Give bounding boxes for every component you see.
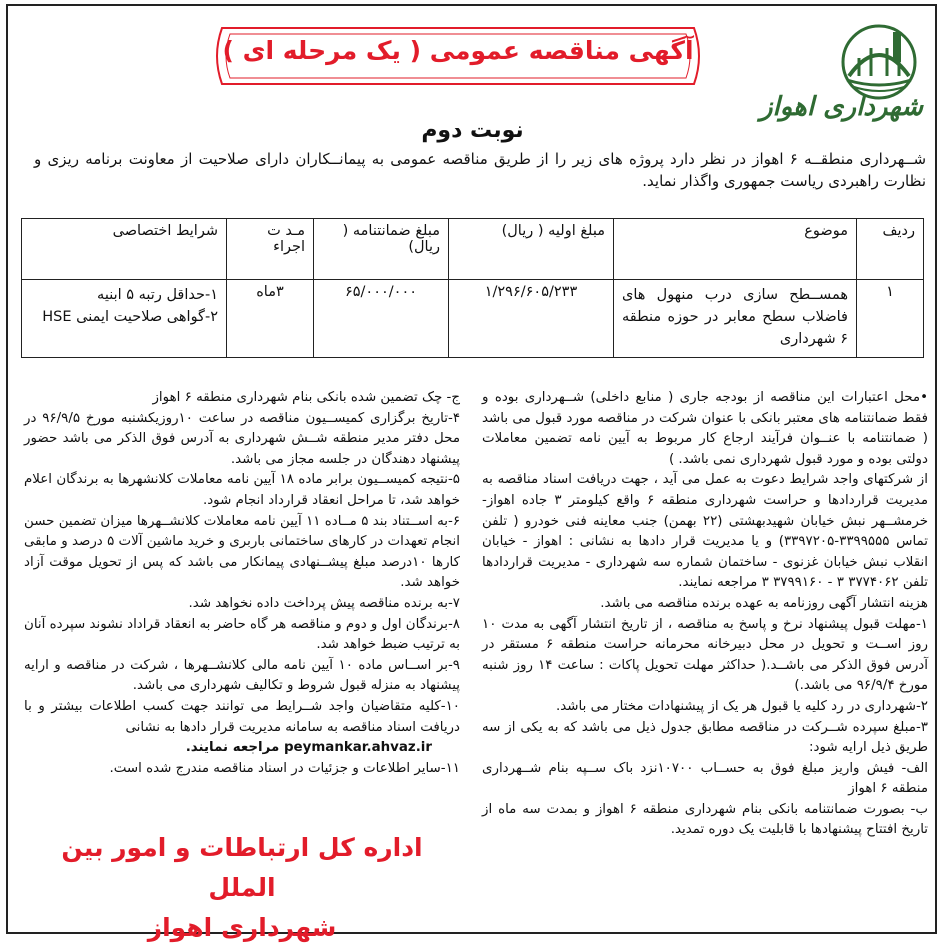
- condition-2: ۲-گواهی صلاحیت ایمنی HSE: [42, 309, 218, 325]
- paragraph: ۱۱-سایر اطلاعات و جزئیات در اسناد مناقصه مندرج شده است.: [109, 760, 460, 776]
- header-subject: موضوع: [614, 219, 857, 280]
- paragraph: الف- فیش واریز مبلغ فوق به حســاب ۱۰۷۰۰نزد باک ســپه بنام شــهرداری منطقه ۶ اهواز: [482, 760, 928, 797]
- paragraph: ۶-به اســتناد بند ۵ مــاده ۱۱ آیین نامه معاملات کلانشــهرها میزان تضمین حسن انجام تعهدات در کارهای ساختمانی باربری و خرید ماشین آلات ۵ درصد و مابقی کارها ۱۰درصد مبلغ پیشــنهادی پیمانکار می باشد که پس از تحویل موقت آزاد خواهد شد.: [24, 513, 461, 591]
- cell-row-no: ۱: [857, 280, 924, 358]
- table-header-row: [22, 219, 924, 280]
- paragraph: از شرکتهای واجد شرایط دعوت به عمل می آید ، جهت دریافت اسناد مناقصه به مدیریت قراردادها و حراست شهرداری منطقه ۶ واقع کیلومتر ۳ جاده اهواز- خرمشــهر نبش خیابان شهیدبهشتی (۲۲ بهمن) جنب معاینه فنی خودرو ( تلفن تماس ۳۳۹۹۵۵۵-۳۳۹۷۲۰۵) و یا مدیریت قرار دادها به نشانی : اهواز - خیابان انقلاب نبش خیابان غزنوی - ساختمان شماره سه شهرداری - مدیریت قراردادها تلفن ۳۷۷۴۰۶۲ ۳ - ۳۷۹۹۱۶۰ ۳ مراجعه نمایند.: [482, 472, 929, 591]
- header-conditions: شرایط اختصاصی: [22, 219, 227, 280]
- logo-text: شهرداری اهواز: [759, 92, 923, 122]
- cell-subject: همســطح سازی درب منهول های فاضلاب سطح معابر در حوزه منطقه ۶ شهرداری: [614, 280, 857, 358]
- cell-guarantee: ۶۵/۰۰۰/۰۰۰: [314, 280, 449, 358]
- condition-1: ۱-حداقل رتبه ۵ ابنیه: [97, 287, 218, 303]
- paragraph: ۵-نتیجه کمیســیون برابر ماده ۱۸ آیین نامه معاملات کلانشهرها به برندگان اعلام خواهد شد، تا مراحل انعقاد قرارداد انجام شود.: [24, 472, 460, 508]
- paragraph: ۳-مبلغ سپرده شــرکت در مناقصه مطابق جدول ذیل می باشد که به یکی از سه طریق ذیل ارایه شود:: [482, 719, 928, 756]
- paragraph: هزینه انتشار آگهی روزنامه به عهده برنده مناقصه می باشد.: [600, 595, 928, 611]
- round-title: نوبت دوم: [421, 118, 524, 143]
- paragraph: ۷-به برنده مناقصه پیش پرداخت داده نخواهد شد.: [188, 595, 460, 611]
- paragraph: ب- بصورت ضمانتنامه بانکی بنام شهرداری منطقه ۶ اهواز و بمدت سه ماه از تاریخ افتتاح پیشنهادها با قابلیت یک دوره تمدید.: [482, 801, 928, 838]
- table-row: [22, 280, 924, 358]
- paragraph: ۱۰-کلیه متقاضیان واجد شــرایط می توانند جهت کسب اطلاعات بیشتر و با دریافت اسناد مناقصه به سامانه مدیریت قرار دادها به نشانی: [24, 698, 460, 735]
- header-initial-amount: مبلغ اولیه ( ریال): [449, 219, 614, 280]
- right-column: [482, 388, 928, 841]
- paragraph: •محل اعتبارات این مناقصه از بودجه جاری ( منابع داخلی) شــهرداری بوده و فقط ضمانتنامه های معتبر بانکی با عنوان شرکت در مناقصه مورد قبول می باشد ( ضمانتنامه با عنــوان فرآیند ارجاع کار مربوط به آیین نامه تضمین معاملات دولتی بوده و مورد قبول شهرداری نمی باشد. ): [482, 390, 928, 467]
- paragraph: ۲-شهرداری در رد کلیه یا قبول هر یک از پیشنهادات مختار می باشد.: [556, 698, 928, 714]
- paragraph: ۹-بر اســاس ماده ۱۰ آیین نامه مالی کلانشــهرها ، شرکت در مناقصه و ارایه پیشنهاد به منزله قبول شروط و تکالیف شهرداری می باشد.: [24, 657, 460, 694]
- left-column: [24, 388, 460, 779]
- paragraph: ۱-مهلت قبول پیشنهاد نرخ و پاسخ به مناقصه ، از تاریخ انتشار آگهی به مدت ۱۰ روز اســت و تحویل در محل دبیرخانه محرمانه حراست منطقه ۶ مستقر در آدرس فوق الذکر می باشــد.( حداکثر مهلت تحویل پاکات : ساعت ۱۴ روز شنبه مورخ ۹۶/۹/۴ می باشد.): [482, 616, 928, 694]
- intro-paragraph: شــهرداری منطقــه ۶ اهواز در نظر دارد پروژه های زیر را از طریق مناقصه عمومی به پیمانــکاران دارای صلاحیت از معاونت برنامه ریزی و نظارت راهبردی ریاست جمهوری واگذار نماید.: [34, 150, 927, 190]
- signature-municipality: شهرداری اهواز: [147, 913, 337, 942]
- signature-block: [24, 828, 460, 948]
- header-guarantee: مبلغ ضمانتنامه ( ریال): [314, 219, 449, 280]
- signature-department: اداره کل ارتباطات و امور بین الملل: [61, 833, 423, 902]
- cell-duration: ۳ماه: [227, 280, 314, 358]
- paragraph: ج- چک تضمین شده بانکی بنام شهرداری منطقه ۶ اهواز: [152, 390, 460, 405]
- paragraph: ۸-برندگان اول و دوم و مناقصه هر گاه حاضر به انعقاد قراداد نشوند سپرده آنان به ترتیب ضبط خواهد شد.: [24, 616, 460, 653]
- header-row-no: ردیف: [857, 219, 924, 280]
- cell-conditions: [22, 280, 227, 358]
- cell-initial-amount: ۱/۲۹۶/۶۰۵/۲۳۳: [449, 280, 614, 358]
- header-duration: مـد ت اجراء: [227, 219, 314, 280]
- banner-title: آگهی مناقصه عمومی ( یک مرحله ای ): [222, 36, 694, 65]
- tender-table: [21, 218, 924, 358]
- website-link[interactable]: peymankar.ahvaz.ir مراجعه نمایند.: [185, 740, 432, 756]
- paragraph: ۴-تاریخ برگزاری کمیســیون مناقصه در ساعت ۱۰روزیکشنبه مورخ ۹۶/۹/۵ در محل دفتر مدیر منطقه شــش شهرداری به آدرس فوق الذکر می باشد حضور پیشنهاد دهندگان در جلسه مجاز می باشد.: [24, 410, 461, 467]
